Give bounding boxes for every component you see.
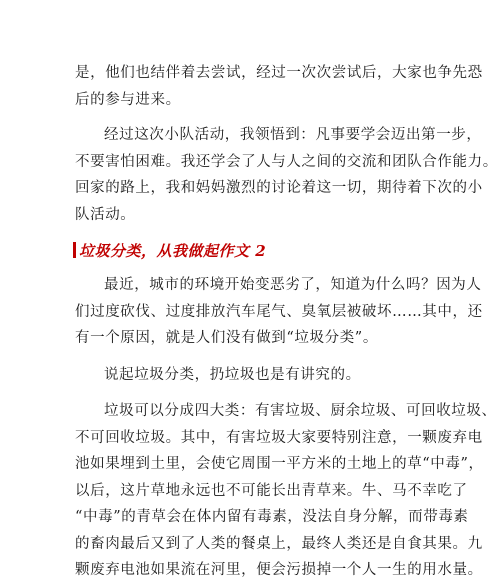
paragraph-3: [75, 272, 483, 352]
text-line: 以后，这片草地永远也不可能长出青草来。牛、马不幸吃了: [75, 482, 468, 499]
paragraph-2: [75, 122, 498, 228]
text-line: 后的参与进来。: [75, 91, 181, 108]
text-line: 的畜肉最后又到了人类的餐桌上，最终人类还是自食其果。九: [75, 535, 483, 552]
text-line: 颗废弃电池如果流在河里，便会污损掉一个人一生的用水量。: [75, 562, 483, 578]
heading-text: 垃圾分类，从我做起作文 2: [79, 241, 267, 260]
section-heading: [73, 240, 266, 260]
text-line: 垃圾可以分成四大类：有害垃圾、厨余垃圾、可回收垃圾、: [104, 403, 497, 419]
text-line: 队活动。: [75, 206, 136, 223]
text-line: 回家的路上，我和妈妈激烈的讨论着这一切，期待着下次的小: [75, 180, 483, 196]
text-line: 不可回收垃圾。其中，有害垃圾大家要特别注意，一颗废弃电: [75, 429, 483, 446]
text-line: 不要害怕困难。我还学会了人与人之间的交流和团队合作能力。: [75, 153, 498, 170]
paragraph-1: [75, 60, 483, 113]
text-line: 们过度砍伐、过度排放汽车尾气、臭氧层被破坏……其中，还: [75, 303, 483, 320]
paragraph-4: [75, 362, 435, 389]
heading-marker: [73, 242, 76, 258]
text-line: 池如果埋到土里，会使它周围一平方米的土地上的草“中毒”，: [75, 456, 484, 472]
text-line: 经过这次小队活动，我领悟到：凡事要学会迈出第一步，: [104, 127, 482, 143]
paragraph-5: [75, 398, 497, 584]
text-line: 是，他们也结伴着去尝试，经过一次次尝试后，大家也争先恐: [75, 65, 483, 81]
text-line: 有一个原因，就是人们没有做到“垃圾分类”。: [75, 330, 378, 346]
text-line: “中毒”的青草会在体内留有毒素，没法自身分解，而带毒素: [75, 509, 469, 525]
text-line: 最近，城市的环境开始变恶劣了，知道为什么吗？因为人: [104, 277, 482, 293]
text-line: 说起垃圾分类，扔垃圾也是有讲究的。: [104, 367, 361, 383]
